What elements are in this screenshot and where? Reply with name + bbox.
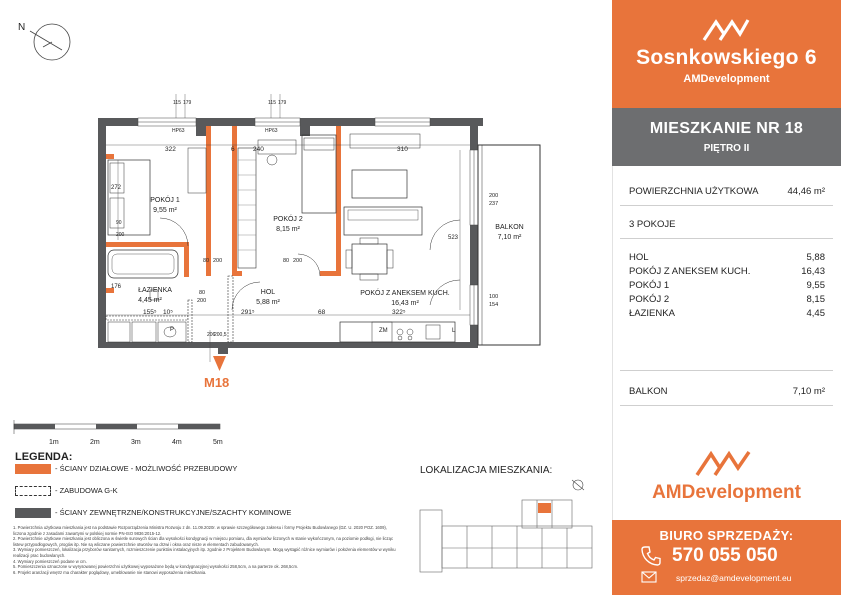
dim-label: 80: [203, 258, 210, 264]
unit-marker-label: M18: [204, 375, 230, 390]
balcony-row: [629, 386, 825, 397]
dim-label: 10⁵: [163, 309, 173, 316]
sales-phone[interactable]: 570 055 050: [672, 545, 778, 566]
apartment-header: [612, 108, 841, 166]
dim-label: 200: [489, 193, 499, 199]
appliance-label: P: [170, 327, 175, 333]
legend-swatch-dashed: [15, 486, 51, 496]
room-row: [629, 280, 825, 291]
balcony-outline: [478, 145, 540, 345]
dim-label: 155⁵: [143, 309, 157, 316]
dim-label: 176: [111, 284, 122, 290]
dim-label: HP63: [265, 128, 278, 134]
room-balkon-label: BALKON: [495, 224, 524, 231]
room-pokoj2-label: POKÓJ 2: [273, 216, 303, 223]
amdevelopment-footer-logo-icon: [693, 448, 755, 478]
dim-label: 115: [173, 100, 181, 106]
note-line: 5. Pomieszczenia oznaczone w wyrysowanej powierzchni użytkowej wyposażone będą w kondygnacyjnej wysokości 258,5cm, a na parterze ok. 268,5cm.: [13, 564, 299, 570]
dim-label: 68: [318, 309, 326, 316]
room-area: 9,55: [806, 280, 825, 291]
dim-label: 322⁵: [392, 309, 406, 316]
area-value: 44,46 m²: [787, 186, 825, 197]
exterior-wall-bottom: [98, 342, 235, 348]
dim-label: HP63: [172, 128, 185, 134]
area-row: [629, 186, 825, 197]
dim-label: 154: [489, 302, 499, 308]
legend-title: LEGENDA:: [15, 451, 73, 463]
mail-icon: [641, 571, 657, 583]
room-salon-area: 16,43 m²: [391, 300, 419, 307]
location-map: [412, 478, 612, 588]
legend-swatch-dark: [15, 508, 51, 518]
phone-icon: [640, 545, 662, 567]
appliance-label: L: [452, 328, 456, 334]
room-hol-area: 5,88 m²: [256, 299, 280, 306]
room-pokoj2-area: 8,15 m²: [276, 226, 300, 233]
legend-item-exterior: [15, 508, 291, 518]
room-row: [629, 266, 825, 277]
room-salon-label: POKÓJ Z ANEKSEM KUCH.: [360, 290, 450, 297]
room-lazienka-area: 4,45 m²: [138, 297, 162, 304]
room-name: ŁAZIENKA: [629, 308, 675, 319]
room-name: POKÓJ 2: [629, 294, 670, 305]
dim-label: 310: [397, 146, 408, 153]
dim-label: 200: [293, 258, 303, 264]
note-line: 6. Projekt aranżacji wnętrz ma charakter poglądowy, umeblowanie nie stanowi wyposażenia mieszkania.: [13, 569, 207, 575]
apartment-highlight: [538, 503, 551, 513]
legend-item-partition: [15, 464, 237, 474]
room-lazienka-label: ŁAZIENKA: [138, 287, 172, 294]
divider: [620, 405, 833, 406]
note-line: 3. Wymiary pomieszczeń, lokalizacja przyborów sanitarnych, rozmieszczenie punktów instalacyjnych itp. zgodnie z Projektem Budowlanym. Mogą wystąpić różnice wymiarów i położenia elementów w wyniku realizacji prac budowlanych.: [13, 547, 396, 558]
dim-label: 237: [489, 201, 499, 207]
room-balkon-area: 7,10 m²: [497, 234, 522, 241]
area-label: POWIERZCHNIA UŻYTKOWA: [629, 186, 759, 197]
dim-label: 523: [448, 235, 459, 241]
legend-label: - ZABUDOWA G-K: [55, 486, 118, 495]
room-row: [629, 252, 825, 263]
brand-header: [612, 0, 841, 108]
dim-label: 6: [231, 146, 235, 153]
note-line: 2. Powierzchnie użytkowe mieszkania jest obliczona w świetle surowych ścian dla wysokości kondygnacji w miejscu pomiaru, dla wymiarów liczonych w stanie wykończonym, na poziomie podłogi, nie licząc listew przypodłogowych, progów itp. Nie są wliczane powierzchnie otworów na drzwi i okna oraz nisze w elementach zabudowanych.: [13, 536, 394, 547]
dim-label: 115: [268, 100, 276, 106]
scale-bar: [14, 420, 220, 434]
room-name: POKÓJ Z ANEKSEM KUCH.: [629, 266, 751, 277]
dim-label: 80: [283, 258, 290, 264]
room-area: 4,45: [806, 308, 825, 319]
divider: [620, 205, 833, 206]
north-label: N: [18, 22, 26, 33]
sales-email[interactable]: sprzedaz@amdevelopment.eu: [676, 573, 792, 583]
dim-label: 200: [213, 258, 223, 264]
appliance-label: ZM: [379, 328, 388, 334]
legend-swatch-orange: [15, 464, 51, 474]
unit-entrance-marker-icon: [213, 356, 226, 371]
apartment-floor: PIĘTRO II: [703, 143, 750, 154]
scale-label: 2m: [90, 439, 100, 446]
dim-label: 200: [197, 298, 207, 304]
room-area: 5,88: [806, 252, 825, 263]
location-title: LOKALIZACJA MIESZKANIA:: [420, 465, 553, 476]
dim-label: 240: [253, 146, 264, 153]
room-area: 8,15: [806, 294, 825, 305]
dim-label: 90: [116, 220, 122, 226]
room-area: 16,43: [801, 266, 825, 277]
room-row: [629, 308, 825, 319]
divider: [620, 370, 833, 371]
room-row: [629, 294, 825, 305]
room-pokoj1-area: 9,55 m²: [153, 207, 177, 214]
scale-label: 4m: [172, 439, 182, 446]
dim-label: 179: [278, 100, 287, 106]
partition-wall: [106, 242, 188, 247]
dim-label: 200,5: [214, 332, 227, 338]
developer-name: AMDevelopment: [683, 73, 770, 85]
dim-label: 206: [207, 332, 216, 338]
apartment-title: MIESZKANIE NR 18: [649, 120, 804, 137]
dim-label: 272: [111, 185, 122, 191]
scale-label: 1m: [49, 439, 59, 446]
footer-developer-name: AMDevelopment: [652, 482, 801, 503]
project-name: Sosnkowskiego 6: [636, 46, 817, 69]
divider: [620, 238, 833, 239]
dim-label: 179: [183, 100, 192, 106]
scale-label: 5m: [213, 439, 223, 446]
room-name: HOL: [629, 252, 649, 263]
dim-label: 100: [489, 294, 499, 300]
dim-label: 291⁵: [241, 309, 255, 316]
room-name: POKÓJ 1: [629, 280, 670, 291]
room-pokoj1-label: POKÓJ 1: [150, 197, 180, 204]
legend-label: - ŚCIANY ZEWNĘTRZNE/KONSTRUKCYJNE/SZACHTY KOMINOWE: [55, 508, 292, 517]
exterior-wall-left: [98, 118, 106, 348]
dim-label: 80: [199, 290, 206, 296]
legend-notes: [13, 525, 398, 575]
note-line: 4. Wymiary pomieszczeń podane w cm.: [13, 558, 87, 564]
room-hol-label: HOL: [260, 289, 276, 296]
legend-item-gk: [15, 486, 118, 496]
note-line: 1. Powierzchnia użytkowa mieszkania jest na podstawie Rozporządzenia Ministra Rozwoju z dn. 11.09.2020r. w sprawie szczegółowego zakresu i formy Projektu Budowlanego (DZ. U. 2020 POZ. 1609), liczona zgodnie z zasadami zawartymi w polskiej normie PN-ISO 9836:2015-12.: [13, 525, 387, 536]
dim-label: 322: [165, 146, 176, 153]
dim-label: 200: [116, 232, 125, 238]
amdevelopment-logo-icon: [700, 14, 752, 44]
sales-title: BIURO SPRZEDAŻY:: [659, 528, 794, 543]
balcony-label: BALKON: [629, 386, 668, 397]
scale-label: 3m: [131, 439, 141, 446]
balcony-value: 7,10 m²: [792, 386, 825, 397]
rooms-count: 3 POKOJE: [629, 219, 676, 230]
legend-label: - ŚCIANY DZIAŁOWE - MOŻLIWOŚĆ PRZEBUDOWY: [55, 464, 238, 473]
